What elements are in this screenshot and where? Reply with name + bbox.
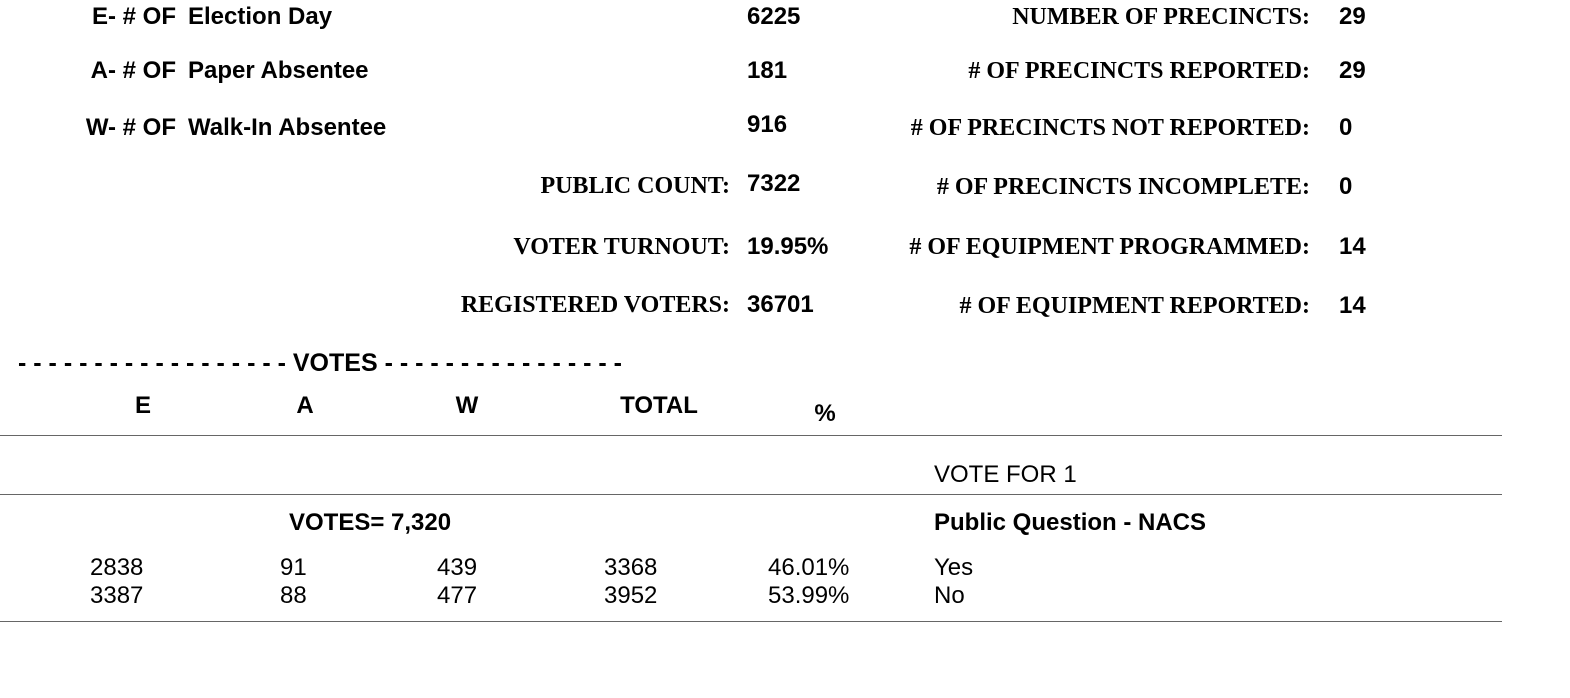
column-header-percent: % — [814, 400, 836, 427]
summary-value: 19.95% — [747, 233, 829, 260]
precinct-label: # OF EQUIPMENT REPORTED: — [959, 293, 1310, 319]
precinct-value: 29 — [1339, 57, 1366, 84]
precinct-label: # OF PRECINCTS REPORTED: — [968, 58, 1310, 84]
count-code: E- # OF — [91, 3, 176, 30]
cell-a: 88 — [280, 582, 307, 609]
divider-top — [0, 435, 1502, 436]
count-code: A- # OF — [90, 57, 176, 84]
divider-bottom — [0, 621, 1502, 622]
summary-value: 7322 — [747, 170, 801, 197]
precinct-value: 29 — [1339, 3, 1366, 30]
precinct-label: NUMBER OF PRECINCTS: — [1012, 4, 1310, 30]
votes-banner: - - - - - - - - - - - - - - - - - - VOTES - - - - - - - - - - - - - - - - — [18, 349, 622, 377]
count-label: Walk-In Absentee — [188, 114, 387, 141]
column-header-total: TOTAL — [620, 392, 698, 419]
count-value: 6225 — [747, 3, 801, 30]
precinct-label: # OF EQUIPMENT PROGRAMMED: — [909, 234, 1310, 260]
precinct-value: 0 — [1339, 114, 1353, 141]
cell-w: 439 — [437, 554, 478, 581]
count-code: W- # OF — [85, 114, 176, 141]
summary-value: 36701 — [747, 291, 814, 318]
cell-a: 91 — [280, 554, 307, 581]
race-votes-total: VOTES= 7,320 — [289, 509, 452, 536]
count-label: Election Day — [188, 3, 333, 30]
cell-choice: Yes — [934, 554, 974, 581]
cell-total: 3952 — [604, 582, 658, 609]
summary-label: VOTER TURNOUT: — [513, 234, 730, 260]
cell-choice: No — [934, 582, 965, 609]
column-header-e: E — [134, 392, 151, 419]
cell-w: 477 — [437, 582, 478, 609]
precinct-value: 14 — [1339, 233, 1366, 260]
precinct-label: # OF PRECINCTS NOT REPORTED: — [910, 115, 1310, 141]
summary-label: PUBLIC COUNT: — [540, 173, 730, 199]
cell-percent: 46.01% — [768, 554, 850, 581]
race-title: Public Question - NACS — [934, 509, 1207, 536]
column-header-a: A — [296, 392, 314, 419]
precinct-value: 14 — [1339, 292, 1366, 319]
divider-race — [0, 494, 1502, 495]
cell-e: 2838 — [90, 554, 144, 581]
cell-percent: 53.99% — [768, 582, 850, 609]
precinct-label: # OF PRECINCTS INCOMPLETE: — [936, 174, 1310, 200]
cell-e: 3387 — [90, 582, 144, 609]
vote-for-label: VOTE FOR 1 — [934, 461, 1077, 488]
summary-label: REGISTERED VOTERS: — [460, 292, 730, 318]
count-value: 181 — [747, 57, 788, 84]
count-label: Paper Absentee — [188, 57, 369, 84]
column-header-w: W — [455, 392, 479, 419]
cell-total: 3368 — [604, 554, 658, 581]
precinct-value: 0 — [1339, 173, 1353, 200]
count-value: 916 — [747, 111, 788, 138]
